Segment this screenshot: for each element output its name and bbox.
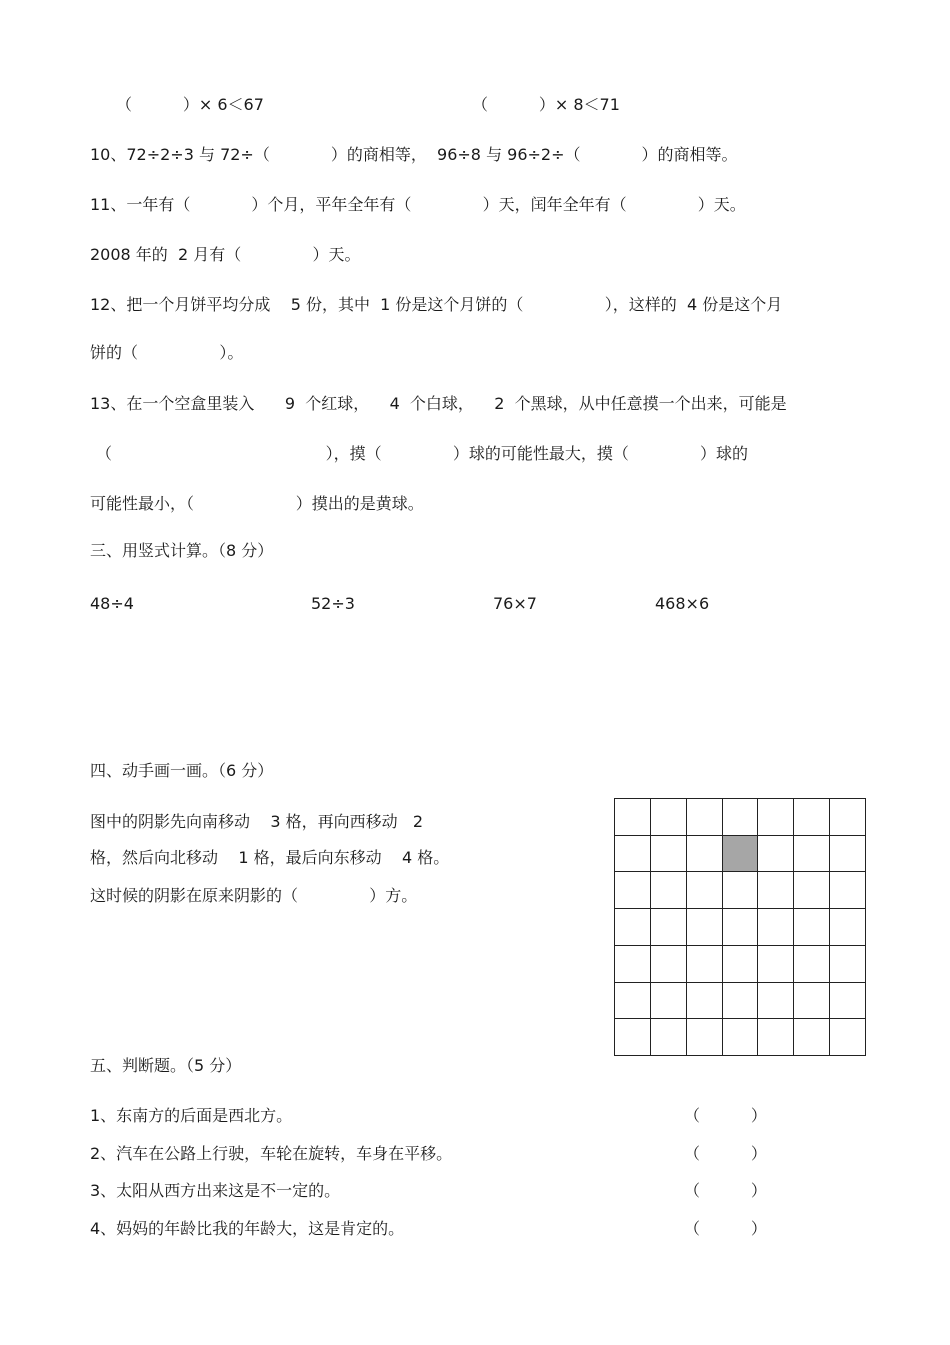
grid-cell	[615, 909, 651, 946]
grid-cell	[723, 1019, 759, 1056]
grid-cell	[687, 909, 723, 946]
section-5-title: 五、判断题。（5 分）	[90, 1056, 242, 1075]
grid-cell	[794, 872, 830, 909]
judgment-item-1: 1、东南方的后面是西北方。	[90, 1106, 293, 1125]
section-4-line1: 图中的阴影先向南移动 3 格，再向西移动 2	[90, 812, 424, 831]
grid-cell	[830, 946, 866, 983]
grid-cell	[758, 1019, 794, 1056]
judgment-bracket-2[interactable]: （ ）	[684, 1144, 767, 1163]
grid-cell	[830, 836, 866, 873]
grid-cell	[830, 799, 866, 836]
grid-cell	[723, 983, 759, 1020]
grid-cell	[651, 946, 687, 983]
grid-cell	[687, 1019, 723, 1056]
grid-cell	[758, 983, 794, 1020]
calc-problem-1: 48÷4	[90, 594, 134, 613]
grid-cell	[651, 1019, 687, 1056]
judgment-item-3: 3、太阳从西方出来这是不一定的。	[90, 1181, 341, 1200]
grid-cell	[687, 872, 723, 909]
q9-left: （ ）× 6＜67	[116, 95, 264, 114]
grid-cell	[758, 872, 794, 909]
judgment-bracket-3[interactable]: （ ）	[684, 1181, 767, 1200]
grid-cell	[794, 983, 830, 1020]
section-4-line3: 这时候的阴影在原来阴影的（ ）方。	[90, 886, 418, 905]
grid-cell	[651, 909, 687, 946]
grid-cell	[723, 946, 759, 983]
grid-cell	[723, 799, 759, 836]
grid-cell	[615, 872, 651, 909]
grid-cell	[794, 946, 830, 983]
grid-cell	[615, 799, 651, 836]
grid-cell	[758, 836, 794, 873]
movement-grid	[614, 798, 866, 1056]
grid-cell	[794, 1019, 830, 1056]
grid-cell	[687, 946, 723, 983]
calc-problem-3: 76×7	[493, 594, 537, 613]
grid-cell	[794, 836, 830, 873]
grid-cell	[723, 909, 759, 946]
judgment-item-4: 4、妈妈的年龄比我的年龄大，这是肯定的。	[90, 1219, 405, 1238]
grid-cell	[758, 799, 794, 836]
calc-problem-4: 468×6	[655, 594, 710, 613]
grid-cell	[794, 799, 830, 836]
judgment-item-2: 2、汽车在公路上行驶，车轮在旋转，车身在平移。	[90, 1144, 453, 1163]
grid-cell	[651, 799, 687, 836]
grid-cell	[615, 1019, 651, 1056]
question-11-line1: 11、一年有（ ）个月，平年全年有（ ）天，闰年全年有（ ）天。	[90, 195, 746, 214]
grid-cell	[651, 983, 687, 1020]
grid-cell	[651, 872, 687, 909]
judgment-bracket-1[interactable]: （ ）	[684, 1106, 767, 1125]
grid-cell	[830, 983, 866, 1020]
question-12-line2: 饼的（ ）。	[90, 343, 244, 362]
grid-cell	[687, 983, 723, 1020]
shaded-cell	[723, 836, 759, 873]
question-13-line2: （ ），摸（ ）球的可能性最大，摸（ ）球的	[96, 444, 749, 463]
judgment-bracket-4[interactable]: （ ）	[684, 1219, 767, 1238]
grid-cell	[794, 909, 830, 946]
grid-cell	[615, 983, 651, 1020]
section-4-title: 四、动手画一画。（6 分）	[90, 761, 274, 780]
grid-cell	[615, 836, 651, 873]
grid-cell	[830, 909, 866, 946]
grid-cell	[651, 836, 687, 873]
question-11-line2: 2008 年的 2 月有（ ）天。	[90, 245, 361, 264]
question-12-line1: 12、把一个月饼平均分成 5 份，其中 1 份是这个月饼的（ ），这样的 4 份是这个月	[90, 295, 783, 314]
question-13-line3: 可能性最小，（ ）摸出的是黄球。	[90, 494, 424, 513]
grid-cell	[723, 872, 759, 909]
q9-right: （ ）× 8＜71	[472, 95, 620, 114]
grid-cell	[758, 946, 794, 983]
section-3-title: 三、用竖式计算。（8 分）	[90, 541, 274, 560]
grid-cell	[830, 1019, 866, 1056]
grid-cell	[830, 872, 866, 909]
grid-cell	[615, 946, 651, 983]
question-10: 10、72÷2÷3 与 72÷（ ）的商相等， 96÷8 与 96÷2÷（ ）的商相等。	[90, 145, 738, 164]
grid-cell	[687, 836, 723, 873]
section-4-line2: 格，然后向北移动 1 格，最后向东移动 4 格。	[90, 848, 450, 867]
question-13-line1: 13、在一个空盒里装入 9 个红球， 4 个白球， 2 个黑球，从中任意摸一个出来，可能是	[90, 394, 787, 413]
grid-cell	[758, 909, 794, 946]
grid-cell	[687, 799, 723, 836]
calc-problem-2: 52÷3	[311, 594, 355, 613]
